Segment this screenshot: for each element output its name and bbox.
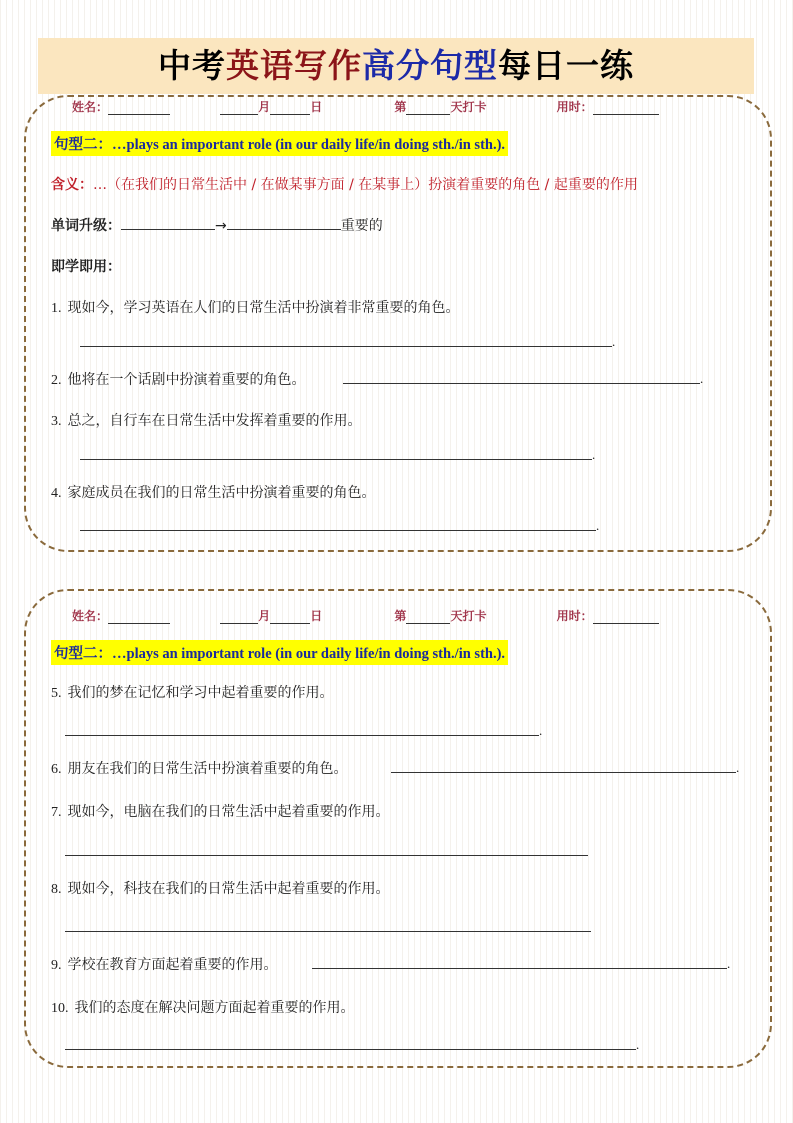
question-number: 3. <box>51 414 62 429</box>
time-label: 用时： <box>556 609 593 623</box>
answer-line-4[interactable] <box>80 530 596 531</box>
question-7 <box>51 801 390 821</box>
answer-period-4: . <box>596 518 600 533</box>
question-8 <box>51 878 390 898</box>
pattern-label: 句型二： <box>54 646 112 662</box>
answer-period-6: . <box>736 760 740 775</box>
word-upgrade-line <box>51 215 383 235</box>
upgrade-blank-1[interactable] <box>121 217 215 230</box>
question-number: 8. <box>51 882 62 897</box>
answer-line-3[interactable] <box>80 459 592 460</box>
pattern-highlight-2 <box>51 640 508 665</box>
question-number: 7. <box>51 805 62 820</box>
title-part-3: 高分句型 <box>362 46 498 85</box>
question-text: 学校在教育方面起着重要的作用。 <box>67 957 278 973</box>
question-text: 现如今，电脑在我们的日常生活中起着重要的作用。 <box>67 804 390 820</box>
answer-line-10[interactable] <box>65 1049 636 1050</box>
question-4 <box>51 482 376 502</box>
day-blank[interactable] <box>270 613 310 624</box>
pattern-highlight-1 <box>51 131 508 156</box>
question-number: 5. <box>51 686 62 701</box>
name-blank[interactable] <box>108 104 170 115</box>
day-blank[interactable] <box>270 104 310 115</box>
di-label: 第 <box>394 100 407 114</box>
question-10 <box>51 997 355 1017</box>
title-part-4: 每日一练 <box>498 46 634 85</box>
month-label: 月 <box>258 609 271 623</box>
question-9 <box>51 954 278 974</box>
question-number: 10. <box>51 1001 69 1016</box>
answer-line-9[interactable] <box>312 968 727 969</box>
question-text: 朋友在我们的日常生活中扮演着重要的角色。 <box>67 761 348 777</box>
answer-line-6[interactable] <box>391 772 736 773</box>
question-text: 我们的态度在解决问题方面起着重要的作用。 <box>74 1000 355 1016</box>
question-2 <box>51 369 306 389</box>
info-row-1 <box>72 98 659 115</box>
meaning-line <box>51 174 638 194</box>
question-3 <box>51 410 362 430</box>
upgrade-arrow: → <box>215 218 227 234</box>
meaning-label: 含义： <box>51 177 93 193</box>
answer-period-10: . <box>636 1037 640 1052</box>
question-number: 9. <box>51 958 62 973</box>
meaning-text: …（在我们的日常生活中 / 在做某事方面 / 在某事上）扮演着重要的角色 / 起重要的作用 <box>93 177 638 193</box>
question-text: 他将在一个话剧中扮演着重要的角色。 <box>67 372 306 388</box>
answer-line-2[interactable] <box>343 383 700 384</box>
days-label: 天打卡 <box>450 609 487 623</box>
question-text: 现如今，学习英语在人们的日常生活中扮演着非常重要的角色。 <box>67 300 460 316</box>
answer-line-8[interactable] <box>65 931 591 932</box>
month-blank[interactable] <box>220 613 258 624</box>
question-6 <box>51 758 348 778</box>
question-5 <box>51 682 334 702</box>
question-text: 现如今，科技在我们的日常生活中起着重要的作用。 <box>67 881 390 897</box>
answer-line-7[interactable] <box>65 855 588 856</box>
answer-period-3: . <box>592 447 596 462</box>
question-number: 4. <box>51 486 62 501</box>
question-text: 我们的梦在记忆和学习中起着重要的作用。 <box>67 685 334 701</box>
question-1 <box>51 297 460 317</box>
name-blank[interactable] <box>108 613 170 624</box>
checkin-day-blank[interactable] <box>406 104 450 115</box>
name-label: 姓名： <box>72 609 109 623</box>
month-blank[interactable] <box>220 104 258 115</box>
day-label: 日 <box>310 609 323 623</box>
di-label: 第 <box>394 609 407 623</box>
time-label: 用时： <box>556 100 593 114</box>
checkin-day-blank[interactable] <box>406 613 450 624</box>
answer-period-1: . <box>612 334 616 349</box>
time-blank[interactable] <box>593 613 659 624</box>
title-part-1: 中考 <box>158 46 226 85</box>
title-part-2: 英语写作 <box>226 46 362 85</box>
title-banner <box>38 38 754 94</box>
pattern-text: …plays an important role (in our daily life/in doing sth./in sth.). <box>112 137 506 153</box>
time-blank[interactable] <box>593 104 659 115</box>
question-number: 1. <box>51 301 62 316</box>
pattern-label: 句型二： <box>54 137 112 153</box>
question-text: 家庭成员在我们的日常生活中扮演着重要的角色。 <box>67 485 376 501</box>
days-label: 天打卡 <box>450 100 487 114</box>
answer-line-1[interactable] <box>80 346 612 347</box>
question-number: 6. <box>51 762 62 777</box>
question-number: 2. <box>51 373 62 388</box>
pattern-text: …plays an important role (in our daily life/in doing sth./in sth.). <box>112 646 506 662</box>
name-label: 姓名： <box>72 100 109 114</box>
question-text: 总之，自行车在日常生活中发挥着重要的作用。 <box>67 413 362 429</box>
answer-period-9: . <box>727 956 731 971</box>
upgrade-suffix: 重要的 <box>340 218 383 234</box>
answer-period-5: . <box>539 723 543 738</box>
upgrade-blank-2[interactable] <box>227 217 341 230</box>
month-label: 月 <box>258 100 271 114</box>
practice-label: 即学即用： <box>51 259 121 275</box>
answer-line-5[interactable] <box>65 735 539 736</box>
upgrade-label: 单词升级： <box>51 218 121 234</box>
day-label: 日 <box>310 100 323 114</box>
info-row-2 <box>72 607 659 624</box>
answer-period-2: . <box>700 371 704 386</box>
